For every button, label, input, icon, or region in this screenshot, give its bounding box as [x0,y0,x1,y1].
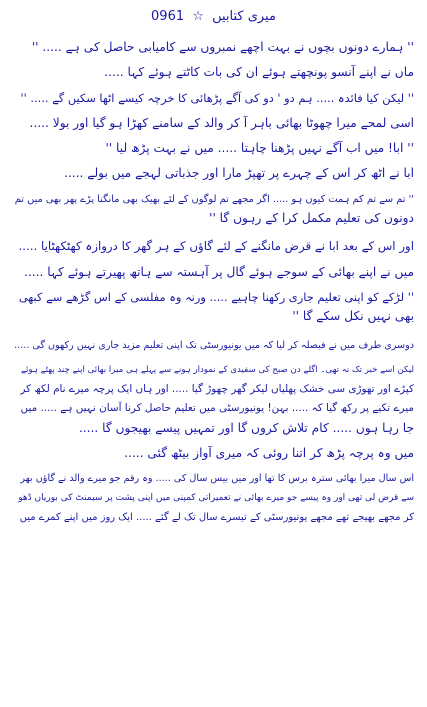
text-line: کپڑے اور تھوڑی سی خشک پھلیاں لیکر گھر چھوڑ گیا ..... اور ہاں ایک پرچہ میرے نام لکھ کر [20,383,414,396]
text-line: میں وہ پرچہ پڑھ کر اتنا روئی کہ میری آواز بیٹھ گئی ..... [124,446,414,461]
text-line: لیکن اسے خبر تک نہ تھی۔ اگلے دن صبح کی سفیدی کے نمودار ہونے سے پہلے ہی میرا بھائی اپنے چند پھٹے ہوئے [21,364,414,375]
page-header [0,8,427,26]
text-line: کر مجھے بھیجے تھے مجھے یونیورسٹی کے تیسرے سال تک لے گئے ..... ایک روز میں اپنے کمرے میں [19,511,414,523]
header-title: میری کتابیں [212,9,276,24]
text-line: سے قرض لی تھی اور وہ پیسے جو میرے بھائی نے تعمیراتی کمپنی میں اپنی پشت پر سیمنٹ کی بوریاں ڈھو [18,492,414,503]
story-text [14,38,414,527]
text-line: '' تم سے تم کم ہمت کیوں ہو ..... اگر مجھے تم لوگوں کے لئے بھیک بھی مانگنا پڑے پھر بھی میں تم [14,193,414,205]
text-line: دونوں کی تعلیم مکمل کرا کے رہوں گا '' [209,211,414,226]
text-line: '' ابا! میں اب آگے نہیں پڑھنا چاہتا ..... میں نے بہت پڑھ لیا '' [105,141,414,156]
text-line: اور اس کے بعد ابا نے قرض مانگنے کے لئے گاؤں کے ہر گھر کا دروازہ کھٹکھٹایا ..... [18,239,414,254]
text-line: جا رہا ہوں ..... کام تلاش کروں گا اور تمہیں پیسے بھیجوں گا ..... [78,420,414,435]
text-line: ماں نے اپنے آنسو پونچھتے ہوئے ان کی بات کاٹتے ہوئے کہا ..... [104,65,414,80]
text-line: میں نے اپنے بھائی کے سوجے ہوئے گال پر آہستہ سے ہاتھ پھیرتے ہوئے کہا ..... [23,264,414,279]
text-line: بھی نہیں نکل سکے گا '' [292,309,414,324]
text-line: '' لیکن کیا فائدہ ..... ہم دو ' دو کی آگے پڑھائی کا خرچہ کیسے اٹھا سکیں گے ..... '' [20,90,414,105]
text-line: ابا نے اٹھ کر اس کے چہرے پر تھپڑ مارا اور جذباتی لہجے میں بولے ..... [64,166,414,181]
text-line: میرے تکیے پر رکھ گیا کہ ..... بہن! یونیورسٹی میں تعلیم حاصل کرنا آسان نہیں ہے ..... میں [20,402,414,415]
text-line: اس سال میرا بھائی سترہ برس کا تھا اور میں بیس سال کی ..... وہ رقم جو میرے والد نے گاؤں بھر [20,473,414,485]
text-line: '' لڑکے کو اپنی تعلیم جاری رکھنا چاہیے ..... ورنہ وہ مفلسی کے اس گڑھے سے کبھی [18,289,414,304]
star-icon: ☆ [192,9,204,24]
text-line: اسی لمحے میرا چھوٹا بھائی باہر آ کر والد کے سامنے کھڑا ہو گیا اور بولا ..... [29,115,414,130]
header-number: 0961 [151,9,185,24]
text-line: دوسری طرف میں نے فیصلہ کر لیا کہ میں یونیورسٹی تک اپنی تعلیم مزید جاری نہیں رکھوں گی ..... [14,339,414,351]
text-line: '' ہمارے دونوں بچوں نے بہت اچھے نمبروں سے کامیابی حاصل کی ہے ..... '' [31,40,414,54]
